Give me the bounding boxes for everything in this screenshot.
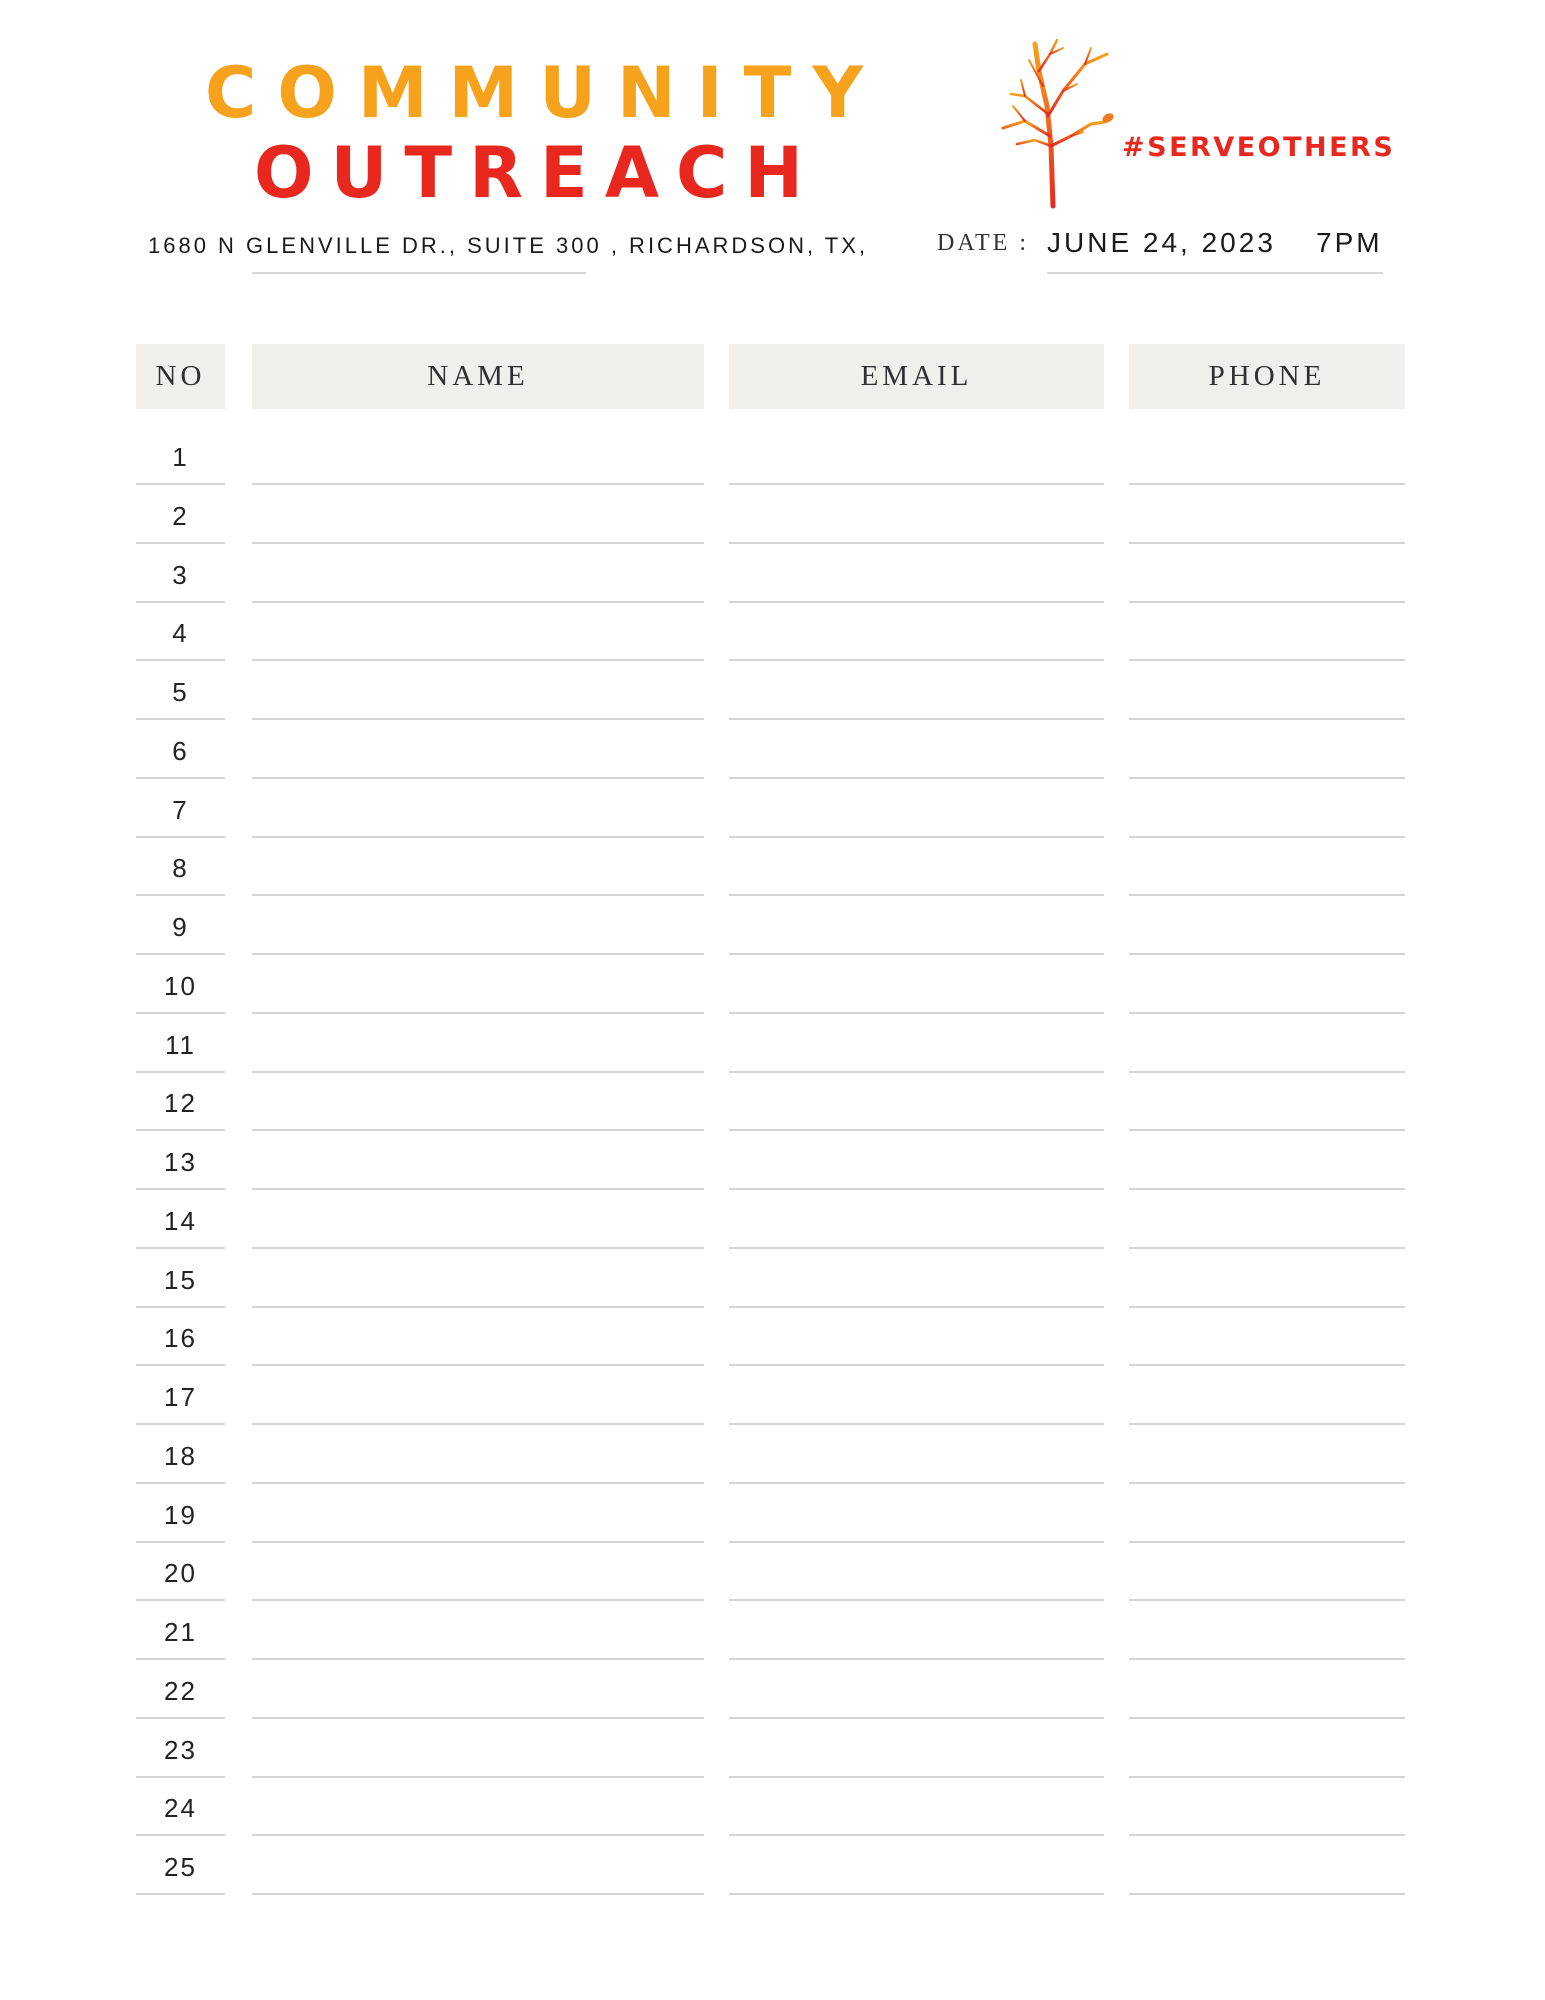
email-field[interactable] <box>729 1658 1104 1660</box>
row-number: 2 <box>172 500 189 531</box>
no-underline <box>136 1129 225 1131</box>
phone-field[interactable] <box>1129 953 1405 955</box>
no-underline <box>136 1364 225 1366</box>
email-field[interactable] <box>729 483 1104 485</box>
row-number: 20 <box>164 1558 197 1589</box>
no-underline <box>136 1599 225 1601</box>
phone-field[interactable] <box>1129 659 1405 661</box>
row-number: 7 <box>172 794 189 825</box>
name-field[interactable] <box>252 1306 704 1308</box>
name-field[interactable] <box>252 1776 704 1778</box>
phone-field[interactable] <box>1129 1776 1405 1778</box>
table-row <box>0 780 1545 838</box>
email-field[interactable] <box>729 718 1104 720</box>
table-row <box>0 897 1545 955</box>
table-row <box>0 1602 1545 1660</box>
email-field[interactable] <box>729 1541 1104 1543</box>
phone-field[interactable] <box>1129 483 1405 485</box>
table-row <box>0 1015 1545 1073</box>
no-underline <box>136 718 225 720</box>
phone-field[interactable] <box>1129 601 1405 603</box>
email-field[interactable] <box>729 1717 1104 1719</box>
tree-icon <box>995 36 1125 211</box>
row-number: 13 <box>164 1147 197 1177</box>
no-underline <box>136 1071 225 1073</box>
name-field[interactable] <box>252 542 704 544</box>
column-header-name: NAME <box>252 344 704 409</box>
phone-field[interactable] <box>1129 836 1405 838</box>
date-underline <box>1047 272 1383 274</box>
phone-field[interactable] <box>1129 1188 1405 1190</box>
name-field[interactable] <box>252 1423 704 1425</box>
name-field[interactable] <box>252 1364 704 1366</box>
name-field[interactable] <box>252 1129 704 1131</box>
column-header-email: EMAIL <box>729 344 1104 409</box>
name-field[interactable] <box>252 1188 704 1190</box>
table-row <box>0 956 1545 1014</box>
no-underline <box>136 483 225 485</box>
email-field[interactable] <box>729 777 1104 779</box>
name-field[interactable] <box>252 1834 704 1836</box>
table-row <box>0 1661 1545 1719</box>
date-label: DATE : <box>937 230 1029 256</box>
no-underline <box>136 836 225 838</box>
table-row <box>0 486 1545 544</box>
title-line-outreach: OUTREACH <box>254 132 820 214</box>
phone-field[interactable] <box>1129 718 1405 720</box>
email-field[interactable] <box>729 1247 1104 1249</box>
name-field[interactable] <box>252 1541 704 1543</box>
name-field[interactable] <box>252 1012 704 1014</box>
no-underline <box>136 1658 225 1660</box>
name-field[interactable] <box>252 777 704 779</box>
row-number: 15 <box>164 1264 197 1295</box>
name-field[interactable] <box>252 1482 704 1484</box>
phone-field[interactable] <box>1129 1541 1405 1543</box>
phone-field[interactable] <box>1129 1012 1405 1014</box>
email-field[interactable] <box>729 1599 1104 1601</box>
email-field[interactable] <box>729 659 1104 661</box>
phone-field[interactable] <box>1129 1893 1405 1895</box>
row-number: 21 <box>164 1617 197 1647</box>
no-underline <box>136 659 225 661</box>
name-field[interactable] <box>252 836 704 838</box>
phone-field[interactable] <box>1129 1482 1405 1484</box>
table-row <box>0 1132 1545 1190</box>
row-number: 1 <box>172 442 189 472</box>
table-row <box>0 1543 1545 1601</box>
email-field[interactable] <box>729 1188 1104 1190</box>
date-value: JUNE 24, 2023 <box>1047 227 1276 258</box>
name-field[interactable] <box>252 953 704 955</box>
table-row <box>0 1191 1545 1249</box>
row-number: 16 <box>164 1323 197 1354</box>
table-row <box>0 838 1545 896</box>
table-row <box>0 1250 1545 1308</box>
no-underline <box>136 1012 225 1014</box>
no-underline <box>136 1247 225 1249</box>
no-underline <box>136 1482 225 1484</box>
no-underline <box>136 1188 225 1190</box>
row-number: 17 <box>164 1382 197 1412</box>
time-value: 7PM <box>1316 227 1383 258</box>
no-underline <box>136 777 225 779</box>
phone-field[interactable] <box>1129 1247 1405 1249</box>
phone-field[interactable] <box>1129 1306 1405 1308</box>
table-row <box>0 603 1545 661</box>
name-field[interactable] <box>252 1071 704 1073</box>
row-number: 10 <box>164 970 197 1001</box>
phone-field[interactable] <box>1129 1717 1405 1719</box>
row-number: 22 <box>164 1675 197 1706</box>
phone-field[interactable] <box>1129 1129 1405 1131</box>
no-underline <box>136 1423 225 1425</box>
no-underline <box>136 1541 225 1543</box>
phone-field[interactable] <box>1129 1599 1405 1601</box>
column-header-no: NO <box>136 344 225 409</box>
row-number: 23 <box>164 1734 197 1765</box>
row-number: 19 <box>164 1499 197 1530</box>
email-field[interactable] <box>729 1893 1104 1895</box>
name-field[interactable] <box>252 601 704 603</box>
table-row <box>0 1367 1545 1425</box>
name-field[interactable] <box>252 718 704 720</box>
row-number: 25 <box>164 1852 197 1882</box>
no-underline <box>136 894 225 896</box>
table-row <box>0 1485 1545 1543</box>
email-field[interactable] <box>729 542 1104 544</box>
no-underline <box>136 601 225 603</box>
phone-field[interactable] <box>1129 542 1405 544</box>
row-number: 6 <box>172 735 189 766</box>
name-field[interactable] <box>252 1717 704 1719</box>
column-header-phone: PHONE <box>1129 344 1405 409</box>
name-field[interactable] <box>252 894 704 896</box>
row-number: 14 <box>164 1205 197 1236</box>
table-row <box>0 427 1545 485</box>
phone-field[interactable] <box>1129 1071 1405 1073</box>
table-row <box>0 1778 1545 1836</box>
title-line-community: COMMUNITY <box>205 52 885 134</box>
table-row <box>0 721 1545 779</box>
table-row <box>0 1308 1545 1366</box>
name-field[interactable] <box>252 1658 704 1660</box>
email-field[interactable] <box>729 894 1104 896</box>
row-number: 4 <box>172 618 189 649</box>
email-field[interactable] <box>729 1071 1104 1073</box>
phone-field[interactable] <box>1129 894 1405 896</box>
name-field[interactable] <box>252 1599 704 1601</box>
table-row <box>0 662 1545 720</box>
email-field[interactable] <box>729 1776 1104 1778</box>
row-number: 24 <box>164 1793 197 1824</box>
table-row <box>0 1837 1545 1895</box>
phone-field[interactable] <box>1129 1423 1405 1425</box>
email-field[interactable] <box>729 1834 1104 1836</box>
row-number: 5 <box>172 677 189 707</box>
name-field[interactable] <box>252 1893 704 1895</box>
no-underline <box>136 1306 225 1308</box>
email-field[interactable] <box>729 1423 1104 1425</box>
phone-field[interactable] <box>1129 1364 1405 1366</box>
no-underline <box>136 542 225 544</box>
email-field[interactable] <box>729 601 1104 603</box>
phone-field[interactable] <box>1129 777 1405 779</box>
table-row <box>0 1073 1545 1131</box>
email-field[interactable] <box>729 1364 1104 1366</box>
address-underline <box>252 272 586 274</box>
email-field[interactable] <box>729 1129 1104 1131</box>
name-field[interactable] <box>252 1247 704 1249</box>
no-underline <box>136 1717 225 1719</box>
name-field[interactable] <box>252 659 704 661</box>
name-field[interactable] <box>252 483 704 485</box>
no-underline <box>136 1776 225 1778</box>
no-underline <box>136 1893 225 1895</box>
phone-field[interactable] <box>1129 1658 1405 1660</box>
hashtag-text: #SERVEOTHERS <box>1122 132 1396 163</box>
row-number: 12 <box>164 1088 197 1119</box>
email-field[interactable] <box>729 1012 1104 1014</box>
no-underline <box>136 1834 225 1836</box>
email-field[interactable] <box>729 1482 1104 1484</box>
row-number: 3 <box>172 559 189 590</box>
table-row <box>0 1426 1545 1484</box>
table-row <box>0 1720 1545 1778</box>
email-field[interactable] <box>729 836 1104 838</box>
email-field[interactable] <box>729 953 1104 955</box>
email-field[interactable] <box>729 1306 1104 1308</box>
table-row <box>0 545 1545 603</box>
row-number: 9 <box>172 912 189 942</box>
row-number: 8 <box>172 853 189 884</box>
phone-field[interactable] <box>1129 1834 1405 1836</box>
row-number: 18 <box>164 1440 197 1471</box>
no-underline <box>136 953 225 955</box>
row-number: 11 <box>165 1029 196 1060</box>
address-text: 1680 N GLENVILLE DR., SUITE 300 , RICHARDSON, TX, <box>148 233 869 258</box>
